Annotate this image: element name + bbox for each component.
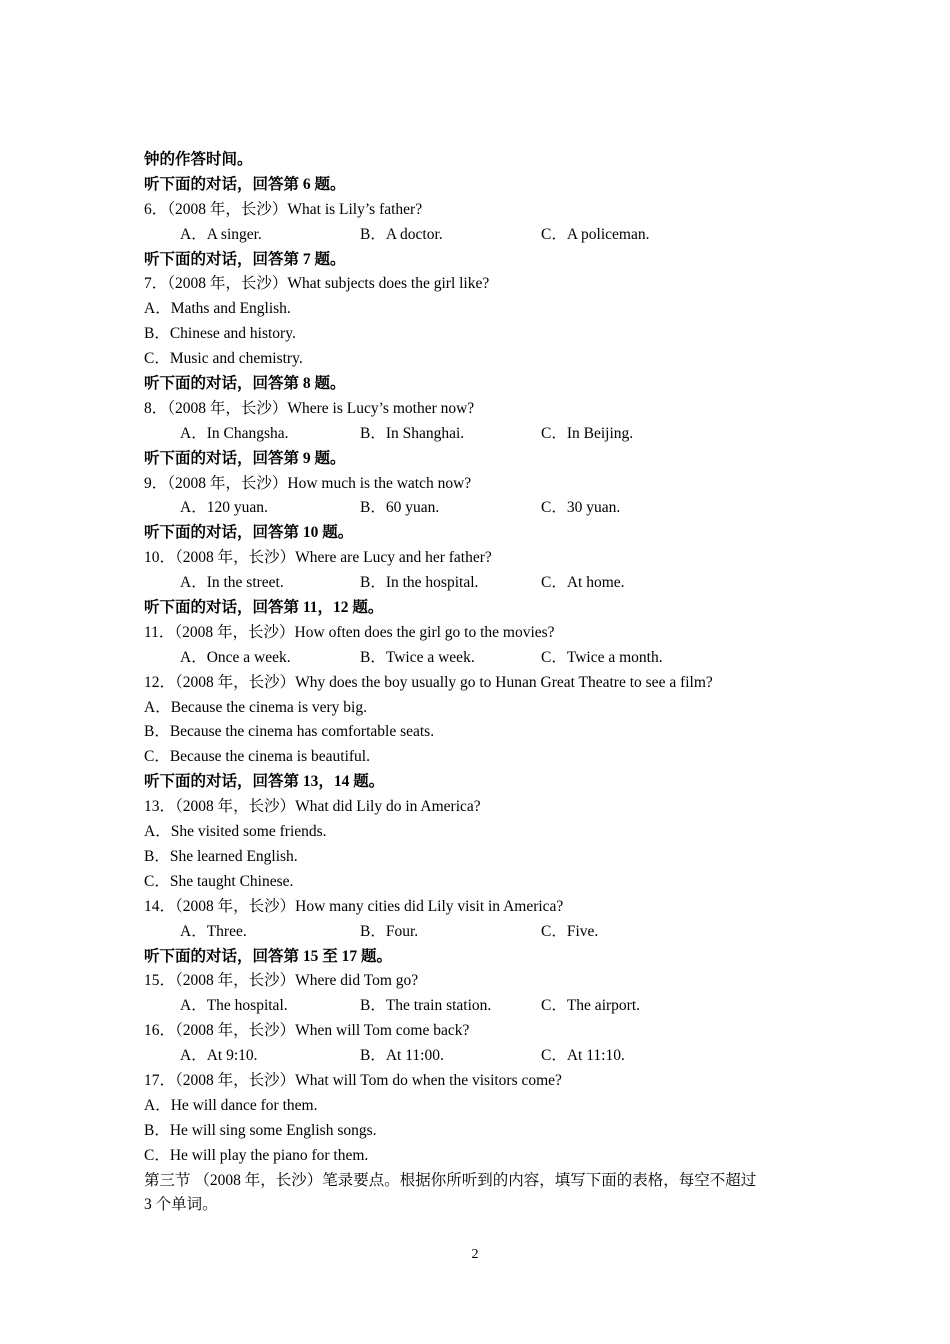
section-heading: 听下面的对话，回答第 13，14 题。 <box>144 773 385 791</box>
document-body <box>144 148 824 1218</box>
option-a: A．At 9:10. <box>180 1047 258 1065</box>
option-row <box>144 920 824 945</box>
option-a: A．In the street. <box>180 574 284 592</box>
section-heading: 听下面的对话，回答第 9 题。 <box>144 449 346 467</box>
option-c: C．30 yuan. <box>541 499 621 517</box>
text-line: A．She visited some friends. <box>144 823 327 841</box>
text-line: A．He will dance for them. <box>144 1096 318 1114</box>
page-number: 2 <box>471 1247 479 1262</box>
text-line: B．He will sing some English songs. <box>144 1121 377 1139</box>
text-line: 7．（2008 年，长沙）What subjects does the girl like? <box>144 275 490 293</box>
option-row <box>144 496 824 521</box>
text-line: B．Because the cinema has comfortable seats. <box>144 723 435 741</box>
option-c: C．The airport. <box>541 997 641 1015</box>
text-line: A．Because the cinema is very big. <box>144 698 367 716</box>
text-line: 第三节 （2008 年，长沙）笔录要点。根据你所听到的内容，填写下面的表格，每空不超过 <box>144 1171 757 1189</box>
option-row <box>144 223 824 248</box>
option-row <box>144 1044 824 1069</box>
option-b: B．In Shanghai. <box>360 424 465 442</box>
section-heading: 听下面的对话，回答第 8 题。 <box>144 375 346 393</box>
text-line: C．Because the cinema is beautiful. <box>144 748 370 766</box>
section-heading: 钟的作答时间。 <box>144 151 253 168</box>
text-line: 13．（2008 年，长沙）What did Lily do in America? <box>144 798 481 816</box>
text-line: 17．（2008 年，长沙）What will Tom do when the visitors come? <box>144 1071 562 1089</box>
option-c: C．Five. <box>541 922 599 940</box>
section-heading: 听下面的对话，回答第 11，12 题。 <box>144 599 384 617</box>
option-c: C．At 11:10. <box>541 1047 625 1065</box>
text-line: 9．（2008 年，长沙）How much is the watch now? <box>144 474 472 492</box>
text-line: 10．（2008 年，长沙）Where are Lucy and her father? <box>144 549 492 567</box>
option-a: A．120 yuan. <box>180 499 268 517</box>
text-line: 11．（2008 年，长沙）How often does the girl go to the movies? <box>144 623 555 641</box>
text-line: 12．（2008 年，长沙）Why does the boy usually go to Hunan Great Theatre to see a film? <box>144 673 713 691</box>
section-heading: 听下面的对话，回答第 15 至 17 题。 <box>144 947 393 965</box>
text-line: 6．（2008 年，长沙）What is Lily’s father? <box>144 200 423 218</box>
text-line: 14．（2008 年，长沙）How many cities did Lily visit in America? <box>144 897 564 915</box>
option-row <box>144 422 824 447</box>
option-b: B．At 11:00. <box>360 1047 444 1065</box>
option-a: A．Once a week. <box>180 648 291 666</box>
text-line: 16．（2008 年，长沙）When will Tom come back? <box>144 1022 470 1040</box>
text-line: A．Maths and English. <box>144 300 291 318</box>
option-a: A．The hospital. <box>180 997 288 1015</box>
option-row <box>144 571 824 596</box>
option-b: B．In the hospital. <box>360 574 479 592</box>
section-heading: 听下面的对话，回答第 7 题。 <box>144 250 346 268</box>
option-c: C．Twice a month. <box>541 648 663 666</box>
option-c: C．At home. <box>541 574 625 592</box>
option-b: B．60 yuan. <box>360 499 440 517</box>
text-line: 3 个单词。 <box>144 1196 218 1214</box>
option-b: B．Four. <box>360 922 419 940</box>
text-line: 8．（2008 年，长沙）Where is Lucy’s mother now? <box>144 399 475 417</box>
text-line: C．Music and chemistry. <box>144 350 303 368</box>
option-a: A．A singer. <box>180 225 262 243</box>
option-c: C．A policeman. <box>541 225 650 243</box>
section-heading: 听下面的对话，回答第 10 题。 <box>144 524 354 542</box>
option-b: B．The train station. <box>360 997 492 1015</box>
option-row <box>144 994 824 1019</box>
section-heading: 听下面的对话，回答第 6 题。 <box>144 175 346 193</box>
option-a: A．Three. <box>180 922 247 940</box>
text-line: 15．（2008 年，长沙）Where did Tom go? <box>144 972 419 990</box>
text-line: B．Chinese and history. <box>144 325 296 343</box>
option-c: C．In Beijing. <box>541 424 634 442</box>
text-line: B．She learned English. <box>144 847 298 865</box>
option-b: B．Twice a week. <box>360 648 475 666</box>
option-a: A．In Changsha. <box>180 424 289 442</box>
text-line: C．He will play the piano for them. <box>144 1146 369 1164</box>
option-b: B．A doctor. <box>360 225 443 243</box>
text-line: C．She taught Chinese. <box>144 872 294 890</box>
option-row <box>144 646 824 671</box>
